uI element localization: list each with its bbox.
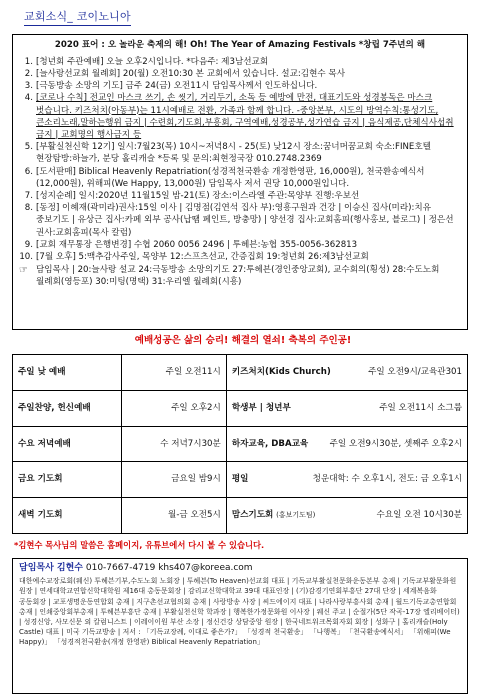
pastor-profile-box [12, 558, 468, 694]
schedule-name: 하자교육, DBA교육 [231, 438, 309, 449]
news-text: [7월 오후] 5:맥추감사주일, 목양부 12:스프츠선교, 간증집회 19:청년회 26:제3남선교회 [36, 251, 369, 262]
sermon-replay-note: *김현수 목사님의 말씀은 홈페이지, 유튜브에서 다시 볼 수 있습니다. [14, 540, 265, 550]
table-row [13, 390, 468, 426]
news-item-8 [19, 202, 461, 239]
worship-slogan: 예배성공은 삶의 승리! 해결의 열쇠! 축복의 주인공! [134, 335, 352, 346]
schedule-time: 주일 오전11시 소그룹 [379, 402, 462, 413]
news-item-4 [19, 92, 461, 141]
news-item-9 [19, 239, 461, 251]
schedule-name: 수요 저녁예배 [13, 426, 122, 462]
news-number: 4. [24, 93, 33, 104]
news-text: [늘사랑선교회 월례회] 20(월) 오전10:30 본 교회에서 있습니다. 설교:김현수 목사 [36, 68, 346, 79]
schedule-name: 학생부 | 청년부 [231, 402, 291, 413]
schedule-time: 금요일 밤9시 [122, 462, 227, 498]
schedule-cell [226, 355, 467, 391]
news-item-5 [19, 141, 461, 165]
pastor-name: 담임목사 김현수 [19, 563, 83, 573]
news-number: 8. [24, 203, 33, 214]
news-item-2 [19, 68, 461, 80]
news-item-10 [19, 251, 461, 263]
news-number: 9. [24, 239, 33, 250]
news-text: [도서판매] Biblical Heavenly Repatriation(성경적천국환송 개정한영판, 16,000원), 천국환송예식서(12,000원), 위해피(We Happy, 13,000원) 담임목사 저서 권당 10,000원입니다. [36, 166, 425, 189]
schedule-time: 주일 오전9시/교육관301 [368, 367, 462, 378]
schedule-name: 주일 낮 예배 [13, 355, 122, 391]
schedule-name: 키즈처치(Kids Church) [231, 367, 331, 378]
schedule-time: 월-금 오전5시 [122, 498, 227, 534]
schedule-time: 주일 오전9시30분, 셋째주 오후2시 [329, 438, 462, 449]
news-text: [교회 재무통장 은행변경] 수협 2060 0056 2496 | 투헤븐:농협 355-0056-362813 [36, 239, 358, 250]
schedule-time: 청운대학: 수 오후1시, 전도: 금 오후1시 [312, 474, 462, 485]
table-row [13, 498, 468, 534]
schedule-cell [226, 498, 467, 534]
news-list [19, 56, 461, 263]
schedule-name: 금요 기도회 [13, 462, 122, 498]
news-number: 10. [19, 251, 33, 262]
page-header-title: 교회소식_ 코이노니아 [24, 10, 131, 26]
table-row [13, 355, 468, 391]
schedule-name: 주일찬양, 헌신예배 [13, 390, 122, 426]
pastor-contact: 010-7667-4719 khs407@koreea.com [85, 563, 253, 573]
pastor-header [19, 563, 461, 574]
news-number: 2. [24, 68, 33, 79]
news-item-7 [19, 190, 461, 202]
pastor-biography: 대한예수교장로회(웨신) 투헤븐기부,수도노회 노회장 | 투헤븐(To Heaven)선교회 대표 | 기독교부활실천문화운동본부 총재 | 기독교부활문화원 원장 | 연세대학교연합신학대학원 제16대 총동문회장 | 감리교신학대학교 39대 대표인장 | (기)감경기연회부흥단 27대 단장 | 세계복음화 공동회장 | 교포생명운동연합회 총재 | 지구촌선교협의회 총재 | 사랑방송 사장 | 씨드에이지 대표 | 나라사랑부흥사회 총재 | 월드기독교총연합회 총재 | 인쇄중앙회부총재 | 투헤븐부흥단 총재 | 부활실천신학 학과장 | 행복한가정문화원 이사장 | 웨신 주교 | 순절가(5단 작곡-17장 엘리베이터) | 성경신앙, 사모신문 외 칼럼니스트 | 이레이이원 부산 소장 | 정신건강 상담중앙 원장 | 한국네트워크목회자회 회장 | 성화구 | 홀리캐슬(Holy Castle) 대표 | 미국 기독교방송 | 저서 : 「기독교장례, 이대로 좋은가?」 「성경적 천국환송」 「나행복」 「천국환송예식서」 「위해피(We Happy)」 「성경적천국환송(개정 한영판) Biblical Heavenly Repatriation」 [19, 577, 460, 647]
schedule-cell [226, 462, 467, 498]
worship-schedule-table [12, 354, 468, 534]
news-number: 3. [24, 81, 33, 92]
schedule-time: 수요일 오전 10시30분 [376, 510, 462, 521]
schedule-name: 맘스기도회 [231, 510, 274, 521]
pointing-hand-icon: ☞ [19, 265, 28, 277]
table-row [13, 426, 468, 462]
yearly-motto: 2020 표어 : 오 놀라운 축제의 해! Oh! The Year of Amazing Festivals *창립 7주년의 해 [54, 40, 426, 50]
schedule-sub: (홍보기도팀) [276, 511, 316, 520]
schedule-cell [226, 426, 467, 462]
news-number: 1. [24, 56, 33, 67]
schedule-cell [226, 390, 467, 426]
news-item-6 [19, 166, 461, 190]
news-text: [부활실천신학 12기] 일시:7월23(목) 10시~저녁8시 - 25(토) 낮12시 장소:꿈너머꿈교회 숙소:FINE호텔 현장탐방:하늘가, 분당 홀리캐슬 *등록 및 문의:최현정국장 010.2748.2369 [36, 142, 431, 165]
news-number: 5. [24, 142, 33, 153]
pastor-schedule-line [19, 264, 461, 288]
news-item-3 [19, 80, 461, 92]
schedule-name: 평일 [231, 474, 249, 485]
schedule-time: 주일 오전11시 [122, 355, 227, 391]
news-text: [성지순례] 일시:2020년 11월15일 밤-21(토) 장소:이스라엘 주관:목양부 진행:우보선 [36, 190, 360, 201]
news-number: 6. [24, 166, 33, 177]
schedule-time: 수 저녁7시30분 [122, 426, 227, 462]
news-text: [극동방송 소망의 기도] 금주 24(금) 오전11시 담임목사께서 인도하십니다. [36, 81, 318, 92]
table-row [13, 462, 468, 498]
news-item-1 [19, 56, 461, 68]
schedule-time: 주일 오후2시 [122, 390, 227, 426]
schedule-name: 새벽 기도회 [13, 498, 122, 534]
news-number: 7. [24, 190, 33, 201]
church-news-box [12, 34, 468, 330]
news-text: [코로나 수칙] 전교인 마스크 쓰기, 손 씻기, 거리두기, 소독 등 예방에 만전, 대표기도와 성경봉독은 마스크 벗습니다. 키즈처치(아동부)는 11시예배로 전환, 가족과 함께 합니다. -중앙본부, 시도의 방역수칙:통성기도,큰소리노래,말하는행위 금지 | 수련회,기도회,부흥회, 구역예배,성경공부,성가연습 금지 | 음식제공,단체식사섭취 금지 | 교회명의 행사금지 등 [36, 93, 454, 140]
pastor-schedule-text: 담임목사 | 20:늘사랑 설교 24:극동방송 소망의기도 27:투헤븐(경인중앙교회), 교수회의(횡성) 28:수도노회 월례회(영등포) 30:미팅(명택) 31:우리엘 월례회(시흥) [36, 265, 440, 288]
news-text: [동정] 이혜재(곽미라)권사:15일 이사 | 김명점(김연석 집사 부):영흥구원과 건강 | 이승신 집사(미라):치유 중보기도 | 유상근 집사:카페 외부 공사(납땜 페인트, 방충망) | 양선경 집사:교회홈피(행사홍보, 블로그) | 정은선 권사:교회홈피(목사 칼럼) [36, 203, 454, 238]
news-text: [청년회 주관예배] 오늘 오후2시입니다. *다음주: 제3남선교회 [36, 56, 269, 67]
